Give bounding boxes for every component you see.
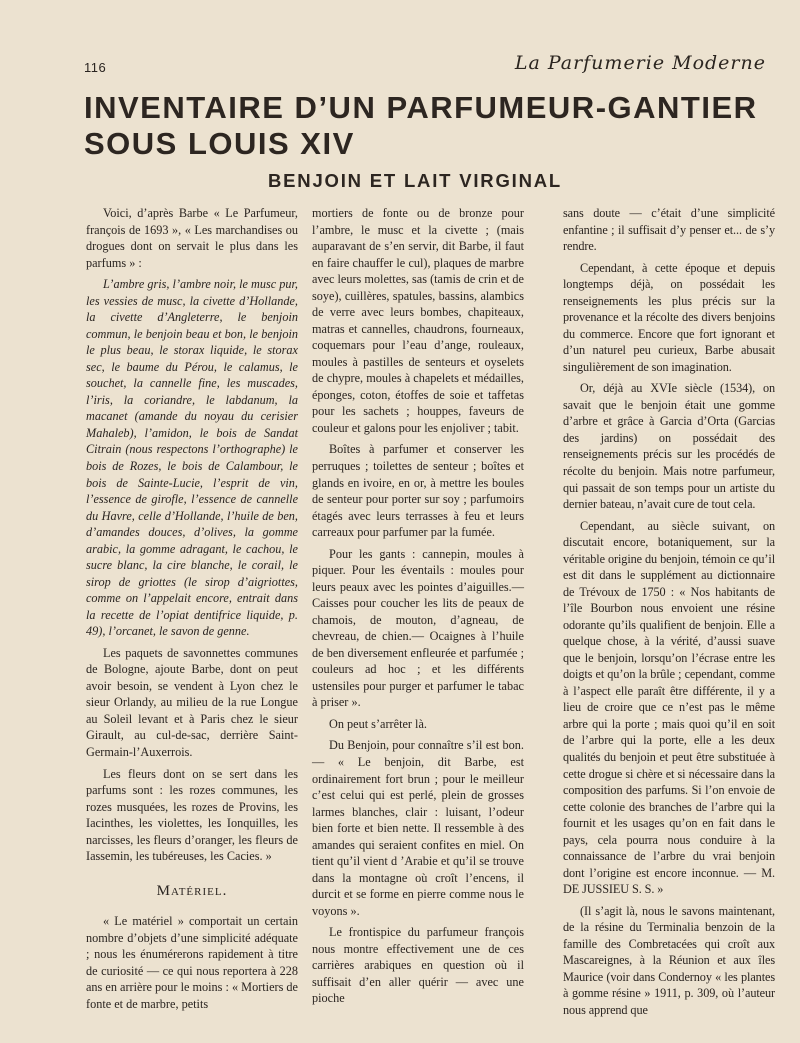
- paragraph: On peut s’arrêter là.: [329, 716, 427, 731]
- text-column-2: [312, 205, 524, 1012]
- paragraph: Boîtes à parfumer et conserver les perruques ; toilettes de senteur ; boîtes et glands en ivoire, en or, à mettre les boules de senteur pour porter sur soy ; parfumoirs étagés avec leurs terrasses à feu et leurs carreaux pour parfumer par la fumée.: [312, 442, 524, 540]
- journal-title: La Parfumerie Moderne: [514, 52, 766, 74]
- page-number: 116: [84, 60, 107, 75]
- text-column-1: [86, 205, 298, 1017]
- article-subtitle: BENJOIN ET LAIT VIRGINAL: [268, 170, 562, 191]
- paragraph: Les paquets de savonnettes communes de Bologne, ajoute Barbe, dont on peut avoir besoin, se vendent à Lyon chez le sieur Orlandy, au milieu de la rue Longue au Soleil levant et à Paris chez le sieur Girault, au cul-de-sac, derrière Saint-Germain-l’Auxerrois.: [86, 645, 298, 759]
- text-column-3: [563, 205, 775, 1024]
- paragraph: Voici, d’après Barbe « Le Parfumeur, françois de 1693 », « Les marchandises ou drogues dont on servait le plus dans les parfums » :: [86, 206, 298, 270]
- paragraph: Cependant, au siècle suivant, on discutait encore, botaniquement, sur la véritable origine du benjoin, témoin ce qu’il est dit dans le supplément au dictionnaire de Trévoux de 1750 : « Nos habitants de l’île Bourbon nous envoient une résine odorante qu’ils qualifient de benjoin. Elle a quelque chose, à la vérité, d’aussi suave que le benjoin, lorsqu’on l’écrase entre les doigts et qu’on la brûle ; cependant, comme à l’aspect elle paraît être différente, il y a lieu de croire que ce n’est pas le même arbre qui la porte ; mais quoi qu’il en soit de l’arbre qui la porte, elle a les deux qualités du benjoin et peut être substituée à cette drogue si chère et si nécessaire dans la composition des parfums. Si l’on envoie de cette colonie des branches de l’arbre qui la fournit et les usages qu’on en fait dans le pays, cela pourra nous conduire à la connaissance de l’arbre du vrai benjoin dont l’origine est encore inconnue. — M. DE JUSSIEU S. S. »: [563, 518, 775, 897]
- paragraph: mortiers de fonte ou de bronze pour l’ambre, le musc et la civette ; (mais auparavant de s’en servir, dit Barbe, il faut en faire chauffer le cul), plaques de marbre avec leurs molettes, sas (tamis de crin et de soye), cuillères, spatules, bassins, alambics de verre avec leurs bombes, chapiteaux, matras et cannelles, chaudrons, fourneaux, coquemars pour l’eau d’ange, rouleaux, moules à pastilles de senteurs et oyselets de chypre, moules à chapelets et médailles, éponges, coton, étoffes de soie et taffetas pour les sachets ; houppes, faveurs de couleur et galons pour les enjoliver ; tabit.: [312, 206, 524, 435]
- article-title: INVENTAIRE D’UN PARFUMEUR-GANTIER SOUS LOUIS XIV: [84, 90, 758, 161]
- paragraph: Du Benjoin, pour connaître s’il est bon. — « Le benjoin, dit Barbe, est ordinairement fort brun ; pour le meilleur c’est celui qui est perlé, plein de grosses larmes blanches, clair : luisant, l’odeur bien forte et bien nette. Il ressemble à des amandes qui seraient confites en miel. On tient qu’il vient d ’Arabie et qu’il se trouve dans la montagne où croît l’encens, il durcit et se forme en pierre comme nous le voyons ».: [312, 738, 524, 918]
- paragraph: L’ambre gris, l’ambre noir, le musc pur, les vessies de musc, la civette d’Hollande, la civette d’Angleterre, le benjoin commun, le benjoin beau et bon, le benjoin le plus beau, le storax liquide, le storax sec, le baume du Pérou, le calamus, le souchet, la cannelle fine, les muscades, l’iris, la coriandre, le labdanum, la macanet (amande du noyau du cerisier Mahaleb), l’amidon, le bois de Sandat Citrain (nous respectons l’orthographe) le bois de Rozes, le bois de Calambour, le bois de Sainte-Lucie, l’esprit de vin, l’essence de girofle, l’essence de cannelle du Havre, celle d’Hollande, l’huile de ben, d’amandes douces, d’olives, la gomme arabic, la gomme adragant, le cachou, le sucre blanc, la cire blanche, le corail, le sirop de griottes (le sirop d’aigriottes, comme on l’appelait encore, entrait dans la recette de l’opiat dentifrice liquide, p. 49), l’orcanet, le savon de genne.: [86, 277, 298, 639]
- section-heading: Matériel.: [156, 882, 228, 899]
- paragraph: « Le matériel » comportait un certain nombre d’objets d’une simplicité adéquate ; nous les énumérerons rapidement à titre de curiosité — ce qui nous reportera à 228 ans en arrière pour le moins : « Mortiers de fonte et de marbre, petits: [86, 914, 298, 1011]
- paragraph: Les fleurs dont on se sert dans les parfums sont : les rozes communes, les rozes musquées, les rozes de Provins, les Iacinthes, les violettes, les Ionquilles, les narcisses, les fleurs d’oranger, les fleurs de Iassemin, les tubéreuses, les Cacies. »: [86, 766, 298, 864]
- paragraph: Pour les gants : cannepin, moules à piquer. Pour les éventails : moules pour leurs peaux avec les pointes d’aiguilles.— Caisses pour coucher les lits de peaux de chamois, de mouton, d’agneau, de chevreau, de chien.— Ocaignes à l’huile de ben diversement enfleurée et parfumée ; couleurs ad hoc ; et les différents ustensiles pour purger et parfumer le tabac à priser ».: [312, 546, 524, 710]
- paragraph: sans doute — c’était d’une simplicité enfantine ; il suffisait d’y penser et... de s’y rendre.: [563, 206, 775, 254]
- paragraph: (Il s’agit là, nous le savons maintenant, de la résine du Terminalia benzoin de la famille des Combretacées qui croît aux Mascareignes, à la Réunion et aux îles Maurice (voir dans Condernoy « les plantes à gomme résine » 1911, p. 309, où l’auteur nous apprend que: [563, 903, 775, 1017]
- paragraph: Cependant, à cette époque et depuis longtemps déjà, on possédait les renseignements les plus précis sur la provenance et la récolte des divers benjoins du commerce. Encore que fort ignorant et d’un naturel peu curieux, Barbe abusait singulièrement de son imagination.: [563, 260, 775, 374]
- running-head: [84, 52, 766, 82]
- paragraph: Or, déjà au XVIe siècle (1534), on savait que le benjoin était une gomme d’arbre et grâce à Garcia d’Orta (Garcias des jardins) on possédait des renseignements précis sur les procédés de récolte du benjoin. Mais notre parfumeur, qui passait de son temps pour un artiste du dernier bateau, n’avait cure de tout cela.: [563, 381, 775, 512]
- paragraph: Le frontispice du parfumeur françois nous montre effectivement une de ces carrières arabiques en question où il suffisait d’en aller quérir — avec une pioche: [312, 925, 524, 1006]
